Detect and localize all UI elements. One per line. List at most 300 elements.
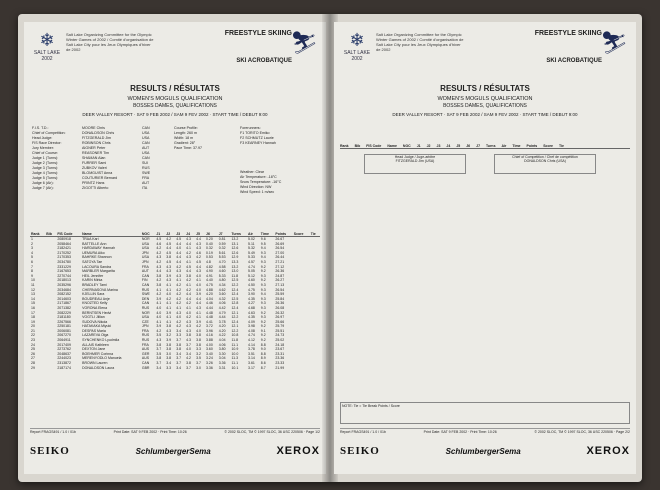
table-cell: 26	[31, 351, 35, 356]
table-cell: 3.98	[248, 324, 255, 329]
table-cell: CAN	[141, 361, 150, 366]
results-title: RESULTS / RÉSULTATS	[130, 84, 220, 93]
table-cell: 25.79	[275, 324, 285, 329]
column-header: J6	[205, 232, 218, 237]
table-cell: SWE	[141, 292, 150, 297]
official-cell: CAN	[142, 141, 150, 145]
head-judge-label: Head Judge / Juge-arbitre	[394, 155, 436, 159]
print-date: Print Date: SAT 9 FEB 2002 · Print Time: 10:26	[423, 430, 497, 434]
table-cell: 12	[31, 287, 35, 292]
table-cell: 4.0	[176, 246, 182, 251]
official-cell: AUT	[142, 146, 150, 150]
print-date: Print Date: SAT 9 FEB 2002 · Print Time: 10:26	[113, 430, 187, 434]
table-cell: 9.3	[260, 301, 266, 306]
table-cell: 5.32	[248, 246, 255, 251]
table-cell: USA	[141, 246, 150, 251]
competition-name: WOMEN'S MOGULS QUALIFICATION	[437, 96, 533, 102]
table-cell: 4.1	[156, 301, 162, 306]
table-cell: 4.1	[166, 301, 172, 306]
column-header: NOC	[402, 144, 411, 148]
table-cell: 2244023	[57, 356, 71, 361]
table-cell: 3.88	[206, 338, 213, 343]
column-header: Points	[274, 232, 292, 237]
table-cell: 26.54	[275, 246, 285, 251]
table-cell: 25.59	[275, 292, 285, 297]
table-cell: BERNTSEN Hedvi	[82, 310, 112, 315]
table-cell: 4.4	[186, 292, 191, 297]
table-cell: FRA	[141, 264, 149, 269]
table-cell: 4.0	[196, 287, 201, 292]
table-cell: 26.36	[275, 269, 285, 274]
table-cell: NOR	[141, 310, 150, 315]
info-line: Length: 260 m	[174, 131, 197, 135]
table-cell: 3.7	[176, 356, 182, 361]
table-cell: 26.32	[275, 310, 285, 315]
official-cell: DONALDSON Chris	[82, 131, 115, 135]
table-cell: 3.8	[176, 342, 182, 347]
chief-competition-box	[494, 154, 596, 174]
table-cell: 2267566	[57, 319, 71, 324]
official-cell: Jury Member:	[32, 146, 54, 150]
table-cell: 5.33	[248, 255, 255, 260]
official-cell: SUI	[142, 161, 148, 165]
info-line: F2 SCHMUTZ Laurie	[240, 136, 274, 140]
table-cell: 9.2	[260, 333, 266, 338]
table-cell: 4.62	[218, 287, 226, 292]
table-cell: 4.22	[218, 333, 226, 338]
table-cell: 0.53	[206, 255, 213, 260]
table-cell: 0.19	[206, 250, 213, 255]
table-cell: 2187174	[57, 365, 71, 370]
table-cell: 3.8	[156, 356, 162, 361]
competition-name: WOMEN'S MOGULS QUALIFICATION	[127, 96, 223, 102]
event-subtitle: SKI ACROBATIQUE	[546, 58, 602, 64]
table-cell: RUS	[141, 305, 150, 310]
table-cell: 4.79	[218, 310, 226, 315]
table-cell: 3.31	[218, 365, 226, 370]
column-header: Turns	[486, 144, 496, 148]
table-cell: 12.2	[231, 282, 239, 287]
table-cell: BRADLEY Tami	[82, 282, 107, 287]
table-cell: 3.7	[186, 365, 191, 370]
table-cell: 8.7	[260, 365, 266, 370]
head-judge-box	[364, 154, 466, 174]
report-code: Report FRAGS491 / 1.0 / 01b	[340, 430, 386, 434]
table-cell: 23	[31, 338, 35, 343]
table-cell: 4.4	[166, 246, 172, 251]
column-header: Time	[512, 144, 521, 148]
column-header: Bib	[45, 232, 56, 237]
table-cell: 4.3	[156, 338, 162, 343]
table-cell: 3.2	[196, 351, 201, 356]
table-cell: AUT	[141, 269, 149, 274]
table-cell: 9.4	[260, 246, 266, 251]
table-cell: 0.20	[206, 237, 213, 241]
official-cell: Judge 2 (Turns):	[32, 161, 59, 165]
table-cell: 4.09	[248, 319, 255, 324]
table-cell: 24.18	[275, 342, 285, 347]
official-cell: Judge 6 (Air):	[32, 181, 54, 185]
table-cell: 4.2	[156, 250, 162, 255]
table-cell: 21	[31, 328, 35, 333]
table-cell: 4.3	[156, 264, 162, 269]
table-cell: 3.90	[248, 292, 255, 297]
event-title: FREESTYLE SKIING	[224, 30, 292, 37]
table-cell: 2313872	[57, 361, 71, 366]
table-cell: 3.72	[206, 324, 213, 329]
table-cell: 24	[31, 342, 35, 347]
table-cell: 4.4	[186, 296, 191, 301]
table-cell: MARBLER Margarita	[82, 269, 115, 274]
table-cell: 6	[31, 259, 33, 264]
table-cell: 4.0	[196, 273, 201, 278]
table-cell: 12.9	[231, 255, 239, 260]
table-cell: 9.3	[260, 296, 266, 301]
table-cell: 16	[31, 305, 35, 310]
table-cell: 8.8	[260, 351, 266, 356]
table-cell: 4.2	[176, 264, 182, 269]
info-line: Wind Direction: NW	[240, 185, 272, 189]
table-cell: BROWN Lauren	[82, 361, 108, 366]
table-cell: 3.9	[166, 338, 172, 343]
table-cell: 4.3	[186, 255, 191, 260]
table-cell: 5.33	[218, 273, 226, 278]
table-cell: 11.1	[231, 342, 239, 347]
table-cell: BATTELLE Ann	[82, 241, 107, 246]
table-cell: 4.5	[166, 241, 172, 246]
weather-info	[240, 170, 320, 195]
table-cell: 26.44	[275, 255, 285, 260]
table-cell: 4.5	[156, 237, 162, 241]
table-cell: 25	[31, 347, 35, 352]
competition-name-fr: BOSSES DAMES, QUALIFICATIONS	[443, 103, 527, 109]
table-cell: 4.48	[206, 315, 213, 320]
info-line: Wind Speed: 1 m/sec	[240, 190, 275, 194]
page-header	[340, 28, 630, 80]
table-cell: 4.1	[156, 319, 162, 324]
table-cell: 4.2	[156, 292, 162, 297]
table-cell: 4.4	[176, 259, 182, 264]
table-cell: 0.32	[218, 246, 226, 251]
table-cell: 3.0	[166, 351, 172, 356]
table-cell: 4.06	[218, 301, 226, 306]
table-cell: 3.9	[166, 310, 172, 315]
table-cell: 4.2	[186, 250, 191, 255]
table-cell: 4.4	[196, 301, 201, 306]
table-cell: 3.40	[206, 351, 213, 356]
table-cell: 4.32	[218, 296, 226, 301]
table-cell: 5.53	[218, 255, 226, 260]
table-cell: CAN	[141, 282, 150, 287]
table-cell: 12.4	[231, 319, 239, 324]
table-cell: 3.78	[218, 319, 226, 324]
table-cell: 4.2	[176, 301, 182, 306]
organizer-text: Salt Lake Organizing Committee for the Olympic Winter Games of 2002 / Comité d'organisation de Salt Lake City pour les Jeux Olympiques d'hiver de 2002	[66, 32, 154, 52]
table-cell: 3.5	[156, 333, 162, 338]
official-cell: ITA	[142, 186, 148, 190]
table-cell: 25.84	[275, 296, 285, 301]
table-cell: 3	[31, 246, 33, 251]
report-code: Report FRAGS491 / 1.0 / 01b	[30, 430, 76, 434]
table-cell: 1	[31, 237, 33, 241]
table-cell: 27.21	[275, 259, 285, 264]
column-header: Air	[247, 232, 260, 237]
column-header: J3	[436, 144, 441, 148]
table-cell: 8.9	[260, 356, 266, 361]
official-cell: Judge 7 (Air):	[32, 186, 54, 190]
table-row	[30, 366, 320, 371]
table-cell: 13.0	[231, 269, 239, 274]
table-cell: 4.2	[166, 296, 172, 301]
table-cell: 9.2	[260, 319, 266, 324]
table-cell: 25.66	[275, 319, 285, 324]
table-cell	[45, 366, 56, 371]
table-cell: 23.33	[275, 361, 285, 366]
table-cell: 2071382	[57, 305, 71, 310]
table-cell: 4.3	[166, 328, 172, 333]
table-cell: 3.78	[248, 347, 255, 352]
table-cell: 4.2	[176, 287, 182, 292]
notes-box: NOTE: Tie = Tie Break Points / Score	[340, 402, 630, 424]
official-cell: FRA	[142, 176, 150, 180]
table-cell: ALLAIS Kathleen	[82, 342, 109, 347]
table-cell: 17	[31, 310, 35, 315]
table-cell: 4.90	[206, 269, 213, 274]
table-cell: 29	[31, 365, 35, 370]
column-header: J2	[426, 144, 431, 148]
table-cell: 4.3	[156, 255, 162, 260]
column-header: Bib	[354, 144, 361, 148]
table-cell: 2250181	[57, 324, 71, 329]
table-cell: 12.5	[231, 296, 239, 301]
official-cell: Judge 4 (Turns):	[32, 171, 59, 175]
table-cell: 4.0	[156, 315, 162, 320]
table-cell: 3.17	[248, 365, 255, 370]
table-cell: 4.2	[196, 324, 201, 329]
table-cell: 11	[31, 282, 35, 287]
table-cell: 4.60	[218, 269, 226, 274]
table-cell: 4.70	[218, 259, 226, 264]
venue-date-line: DEER VALLEY RESORT · SAT 9 FEB 2002 / SAM 9 FEV 2002 · START TIME / DEBUT 9:00	[82, 112, 268, 117]
column-header: J5	[195, 232, 205, 237]
organizer-text: Salt Lake Organizing Committee for the Olympic Winter Games of 2002 / Comité d'organisation de Salt Lake City pour les Jeux Olympiques d'hiver de 2002	[376, 32, 464, 52]
table-cell: 4.06	[218, 342, 226, 347]
table-cell: 3.7	[176, 361, 182, 366]
table-cell: HARDAWAY Hannah	[82, 246, 116, 251]
table-cell: 4.74	[248, 264, 255, 269]
column-header: Score	[293, 232, 310, 237]
table-cell: 5.05	[248, 269, 255, 274]
table-cell: 2048637	[57, 351, 71, 356]
logo-text: SALT LAKE 2002	[343, 50, 371, 62]
table-cell: 4.1	[166, 315, 172, 320]
table-cell: BOEHMER Corinna	[82, 351, 114, 356]
table-cell: 4.0	[196, 328, 201, 333]
table-cell: 22	[31, 333, 35, 338]
venue-date-line: DEER VALLEY RESORT · SAT 9 FEB 2002 / SAM 9 FEV 2002 · START TIME / DEBUT 9:00	[392, 112, 578, 117]
table-cell: 14	[31, 296, 35, 301]
table-cell: 2034780	[57, 259, 71, 264]
table-cell: 4.0	[186, 310, 191, 315]
table-cell: 4.3	[196, 246, 201, 251]
right-page	[334, 22, 636, 474]
table-cell: 4	[31, 250, 33, 255]
sponsor-bar	[30, 440, 320, 462]
table-cell: 3.7	[156, 347, 162, 352]
table-cell: 4.0	[196, 282, 201, 287]
table-cell: 4.2	[176, 292, 182, 297]
table-cell: 9.3	[260, 315, 266, 320]
table-cell: 4.5	[186, 264, 191, 269]
table-cell: 3.60	[206, 347, 213, 352]
column-header: J5	[456, 144, 461, 148]
table-cell: 4.3	[176, 310, 182, 315]
table-cell: 4.2	[156, 328, 162, 333]
table-cell: DESPAS Maria	[82, 328, 106, 333]
table-cell: 4.63	[248, 310, 255, 315]
table-cell: GBR	[141, 365, 150, 370]
table-cell: 3.9	[156, 324, 162, 329]
table-cell: 4.2	[186, 356, 191, 361]
table-cell: 4.44	[206, 305, 213, 310]
sponsor-xerox: XEROX	[276, 445, 320, 457]
table-cell: 3.30	[218, 351, 226, 356]
table-cell: 4.6	[156, 241, 162, 246]
table-cell: USA	[141, 255, 150, 260]
column-header: J7	[476, 144, 481, 148]
official-cell: PRINTZ Hans	[82, 181, 105, 185]
table-cell: KJELLIN Sara	[82, 292, 105, 297]
table-cell: 9.0	[260, 347, 266, 352]
table-cell: 8	[31, 269, 33, 274]
table-cell: 2170353	[57, 255, 71, 260]
official-cell: BLOMGUIST Anna	[82, 171, 113, 175]
table-cell: BAHRKE Shannon	[82, 255, 112, 260]
column-header: Time	[260, 232, 275, 237]
official-row	[32, 186, 172, 191]
table-cell: 3.8	[166, 347, 172, 352]
table-cell: 3.8	[196, 333, 201, 338]
table-cell: 4.0	[156, 305, 162, 310]
table-cell: 5.49	[248, 250, 255, 255]
column-header: Name	[81, 232, 141, 237]
table-cell: 4.20	[218, 328, 226, 333]
table-cell: 4.2	[186, 278, 191, 283]
column-header: J3	[175, 232, 185, 237]
table-cell: 3.8	[166, 342, 172, 347]
column-header: J6	[466, 144, 471, 148]
info-line: Forerunners:	[240, 126, 261, 130]
table-cell: 4.75	[248, 287, 255, 292]
table-cell: 9.3	[260, 305, 266, 310]
official-cell: MOORE Chris	[82, 126, 105, 130]
table-cell: 4.82	[206, 264, 213, 269]
table-cell: 4.3	[196, 269, 201, 274]
table-cell: 0.40	[206, 241, 213, 246]
column-header: J4	[185, 232, 195, 237]
table-cell: 9.3	[260, 259, 266, 264]
table-cell: 4.0	[156, 310, 162, 315]
snowflake-icon: ❄	[349, 30, 365, 50]
sponsor-seiko: SEIKO	[340, 445, 380, 457]
table-cell: 4.4	[186, 269, 191, 274]
column-header: Points	[526, 144, 538, 148]
table-cell: 3.26	[206, 361, 213, 366]
table-cell: 26.54	[275, 287, 285, 292]
table-cell: 4.2	[166, 237, 172, 241]
table-cell: 4.3	[196, 241, 201, 246]
table-cell: FRA	[141, 328, 149, 333]
table-cell: 4.42	[218, 305, 226, 310]
table-cell: 3.9	[196, 292, 201, 297]
table-cell: 3.14	[248, 356, 255, 361]
info-line: Pace Time: 37.97	[174, 146, 202, 150]
table-cell: 4.1	[166, 282, 172, 287]
table-cell: 24.87	[275, 273, 285, 278]
table-cell: 4.1	[196, 310, 201, 315]
table-cell: 3.36	[206, 365, 213, 370]
table-cell: 3.8	[156, 282, 162, 287]
table-cell: 5	[31, 255, 33, 260]
table-cell: 9.3	[260, 250, 266, 255]
table-cell: 4.58	[218, 264, 226, 269]
table-cell: 10.0	[231, 351, 239, 356]
table-cell: 0.59	[218, 241, 226, 246]
table-cell: 4.41	[206, 319, 213, 324]
table-cell	[310, 366, 320, 371]
table-cell: 4.4	[156, 269, 162, 274]
competition-name-fr: BOSSES DAMES, QUALIFICATIONS	[133, 103, 217, 109]
table-cell: 15	[31, 301, 35, 306]
sponsor-schlumberger: SchlumbergerSema	[135, 446, 211, 456]
table-cell: 9.2	[260, 310, 266, 315]
table-cell: 25.02	[275, 338, 285, 343]
table-cell: 23.67	[275, 347, 285, 352]
table-cell: 4.14	[248, 342, 255, 347]
official-cell: SHAMAN Alan	[82, 156, 106, 160]
table-cell: 18	[31, 315, 35, 320]
table-cell: 4.3	[166, 278, 172, 283]
table-cell: CHERNASOVA Marina	[82, 287, 118, 292]
table-cell: 4.3	[186, 324, 191, 329]
table-cell: 9.2	[260, 269, 266, 274]
table-cell: 13.1	[231, 241, 239, 246]
table-cell: 4.2	[156, 246, 162, 251]
table-cell: 4.0	[166, 292, 172, 297]
table-cell: 2082229	[57, 310, 71, 315]
olympic-logo	[342, 30, 372, 70]
left-page	[24, 22, 326, 474]
table-cell: 9.2	[260, 278, 266, 283]
info-line: Weather: Clear	[240, 170, 265, 174]
table-cell: 11.1	[231, 361, 239, 366]
table-cell: 4.50	[248, 282, 255, 287]
table-cell: 4.57	[248, 259, 255, 264]
table-cell: 3.7	[196, 361, 201, 366]
table-cell: FRA	[141, 342, 149, 347]
course-profile	[174, 126, 234, 151]
table-cell: 9.1	[260, 328, 266, 333]
table-cell: 12.4	[231, 292, 239, 297]
table-cell: 12.6	[231, 246, 239, 251]
table-cell: 2167653	[57, 269, 71, 274]
info-line: Gradient: 28°	[174, 141, 196, 145]
table-cell: 9.3	[260, 287, 266, 292]
table-cell: 2082152	[57, 292, 71, 297]
table-cell: 4.04	[218, 338, 226, 343]
table-cell: 5.02	[248, 237, 255, 241]
table-cell: 26.97	[275, 315, 285, 320]
